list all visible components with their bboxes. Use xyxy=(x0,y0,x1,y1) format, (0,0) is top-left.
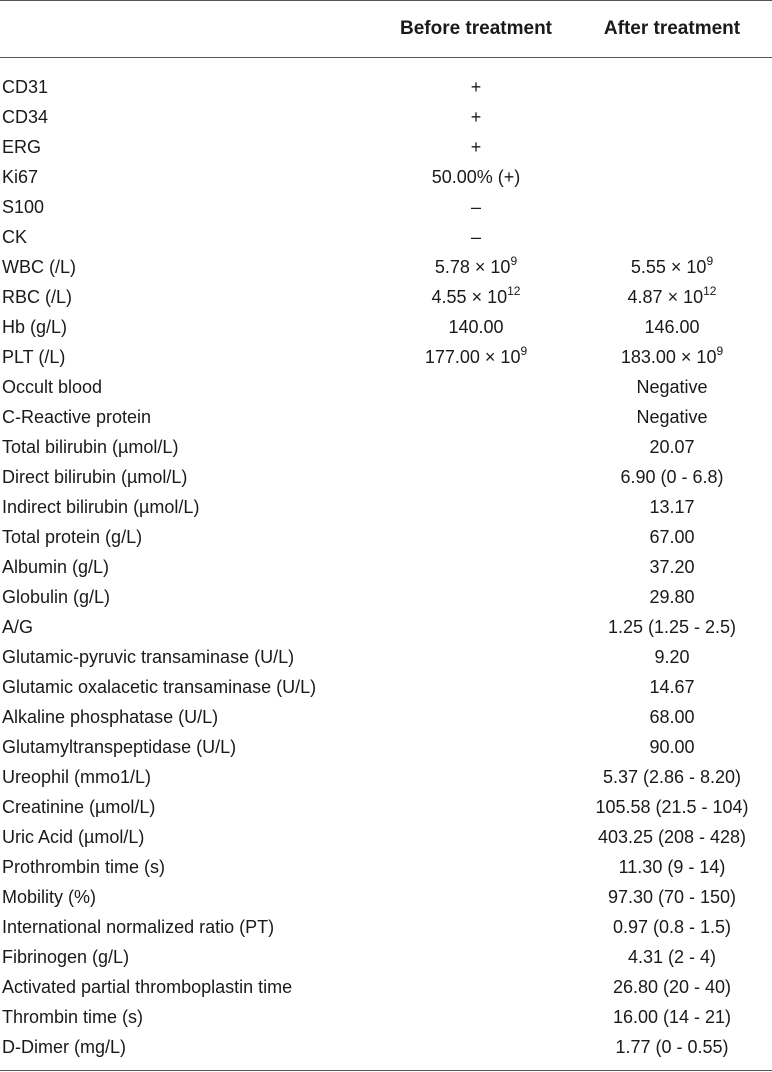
row-label: Thrombin time (s) xyxy=(2,1007,144,1027)
row-label: Ki67 xyxy=(2,167,39,187)
before-treatment-value xyxy=(380,762,572,792)
row-label: International normalized ratio (PT) xyxy=(2,917,275,937)
before-treatment-value xyxy=(380,1002,572,1032)
after-treatment-value xyxy=(572,162,772,192)
table-row xyxy=(0,762,772,792)
bottom-rule xyxy=(0,1070,772,1071)
before-treatment-value xyxy=(380,732,572,762)
after-treatment-value: 9.20 xyxy=(654,647,690,667)
after-treatment-value: 16.00 (14 - 21) xyxy=(612,1007,732,1027)
table-row xyxy=(0,222,772,252)
row-label: Fibrinogen (g/L) xyxy=(2,947,130,967)
after-treatment-value: 1.77 (0 - 0.55) xyxy=(615,1037,729,1057)
before-treatment-value: + xyxy=(470,77,482,97)
header-before-treatment: Before treatment xyxy=(399,18,553,39)
table-row xyxy=(0,732,772,762)
value-base: 5.55 × 10 xyxy=(630,257,707,277)
table-row xyxy=(0,972,772,1002)
before-treatment-value xyxy=(380,522,572,552)
after-treatment-value xyxy=(572,252,772,282)
row-label: Alkaline phosphatase (U/L) xyxy=(2,707,219,727)
after-treatment-value: 14.67 xyxy=(649,677,695,697)
row-label: Uric Acid (µmol/L) xyxy=(2,827,145,847)
row-label: A/G xyxy=(2,617,34,637)
after-treatment-value: 37.20 xyxy=(649,557,695,577)
row-label: Hb (g/L) xyxy=(2,317,68,337)
row-label: WBC (/L) xyxy=(2,257,76,277)
value-base: 4.87 × 10 xyxy=(627,287,704,307)
row-label: Activated partial thromboplastin time xyxy=(2,977,293,997)
after-treatment-value: 146.00 xyxy=(644,317,700,337)
before-treatment-value xyxy=(380,1032,572,1062)
after-treatment-value: 68.00 xyxy=(649,707,695,727)
table-row xyxy=(0,822,772,852)
row-label: Indirect bilirubin (µmol/L) xyxy=(2,497,200,517)
before-treatment-value xyxy=(380,402,572,432)
table-row xyxy=(0,462,772,492)
table-row xyxy=(0,102,772,132)
row-label: Ureophil (mmo1/L) xyxy=(2,767,152,787)
row-label: Globulin (g/L) xyxy=(2,587,111,607)
row-label: PLT (/L) xyxy=(2,347,66,367)
before-treatment-value xyxy=(380,432,572,462)
header-label-column xyxy=(0,0,380,58)
after-treatment-value xyxy=(572,132,772,162)
row-label: Mobility (%) xyxy=(2,887,97,907)
after-treatment-value: 97.30 (70 - 150) xyxy=(607,887,737,907)
after-treatment-value: 5.37 (2.86 - 8.20) xyxy=(602,767,742,787)
table-row xyxy=(0,252,772,282)
before-treatment-value xyxy=(380,612,572,642)
before-treatment-value xyxy=(380,342,572,372)
after-treatment-value: Negative xyxy=(636,407,708,427)
value-exponent: 9 xyxy=(716,344,724,358)
row-label: S100 xyxy=(2,197,45,217)
table-row xyxy=(0,312,772,342)
before-treatment-value xyxy=(380,942,572,972)
after-treatment-value: Negative xyxy=(636,377,708,397)
value-base: 4.55 × 10 xyxy=(431,287,508,307)
before-treatment-value xyxy=(380,642,572,672)
value-base: 177.00 × 10 xyxy=(424,347,521,367)
before-treatment-value xyxy=(380,672,572,702)
after-treatment-value: 403.25 (208 - 428) xyxy=(597,827,747,847)
after-treatment-value xyxy=(572,222,772,252)
before-treatment-value xyxy=(380,282,572,312)
after-treatment-value xyxy=(572,102,772,132)
table-row xyxy=(0,702,772,732)
row-label: Occult blood xyxy=(2,377,103,397)
row-label: Glutamic-pyruvic transaminase (U/L) xyxy=(2,647,295,667)
table-row xyxy=(0,372,772,402)
after-treatment-value: 26.80 (20 - 40) xyxy=(612,977,732,997)
before-treatment-value xyxy=(380,552,572,582)
value-exponent: 9 xyxy=(510,254,518,268)
value-exponent: 12 xyxy=(507,284,521,298)
before-treatment-value xyxy=(380,462,572,492)
value-exponent: 12 xyxy=(703,284,717,298)
after-treatment-value xyxy=(572,282,772,312)
table-row xyxy=(0,942,772,972)
table-row xyxy=(0,492,772,522)
after-treatment-value: 1.25 (1.25 - 2.5) xyxy=(607,617,737,637)
table-row xyxy=(0,192,772,222)
row-label: CD31 xyxy=(2,77,49,97)
row-label: CD34 xyxy=(2,107,49,127)
table-header-row xyxy=(0,0,772,58)
before-treatment-value xyxy=(380,252,572,282)
before-treatment-value: – xyxy=(470,227,481,247)
before-treatment-value: + xyxy=(470,107,482,127)
table-row xyxy=(0,672,772,702)
before-treatment-value xyxy=(380,822,572,852)
value-exponent: 9 xyxy=(520,344,528,358)
before-treatment-value xyxy=(380,882,572,912)
table-row xyxy=(0,1032,772,1062)
row-label: Direct bilirubin (µmol/L) xyxy=(2,467,188,487)
after-treatment-value xyxy=(572,58,772,102)
value-base: 183.00 × 10 xyxy=(620,347,717,367)
table-row xyxy=(0,582,772,612)
after-treatment-value: 20.07 xyxy=(649,437,695,457)
table-row xyxy=(0,58,772,102)
table-body xyxy=(0,58,772,1062)
after-treatment-value xyxy=(572,192,772,222)
table-row xyxy=(0,432,772,462)
after-treatment-value: 90.00 xyxy=(649,737,695,757)
table-row xyxy=(0,132,772,162)
table-row xyxy=(0,342,772,372)
after-treatment-value: 105.58 (21.5 - 104) xyxy=(595,797,749,817)
row-label: Total protein (g/L) xyxy=(2,527,143,547)
table-row xyxy=(0,552,772,582)
after-treatment-value xyxy=(572,342,772,372)
row-label: Prothrombin time (s) xyxy=(2,857,166,877)
before-treatment-value xyxy=(380,702,572,732)
before-treatment-value xyxy=(380,852,572,882)
after-treatment-value: 11.30 (9 - 14) xyxy=(618,857,726,877)
table-row xyxy=(0,882,772,912)
before-treatment-value: 140.00 xyxy=(448,317,504,337)
before-treatment-value: 50.00% (+) xyxy=(431,167,521,187)
row-label: Glutamyltranspeptidase (U/L) xyxy=(2,737,237,757)
header-after-treatment: After treatment xyxy=(603,18,741,39)
before-treatment-value xyxy=(380,372,572,402)
value-exponent: 9 xyxy=(706,254,714,268)
after-treatment-value: 29.80 xyxy=(649,587,695,607)
row-label: Glutamic oxalacetic transaminase (U/L) xyxy=(2,677,317,697)
table-row xyxy=(0,912,772,942)
table-row xyxy=(0,792,772,822)
before-treatment-value xyxy=(380,912,572,942)
after-treatment-value: 4.31 (2 - 4) xyxy=(627,947,717,967)
table-row xyxy=(0,402,772,432)
after-treatment-value: 13.17 xyxy=(649,497,695,517)
before-treatment-value: + xyxy=(470,137,482,157)
row-label: Creatinine (µmol/L) xyxy=(2,797,156,817)
before-treatment-value xyxy=(380,492,572,522)
row-label: Total bilirubin (µmol/L) xyxy=(2,437,179,457)
after-treatment-value: 0.97 (0.8 - 1.5) xyxy=(612,917,732,937)
row-label: ERG xyxy=(2,137,42,157)
value-base: 5.78 × 10 xyxy=(434,257,511,277)
row-label: CK xyxy=(2,227,28,247)
row-label: C-Reactive protein xyxy=(2,407,152,427)
before-treatment-value xyxy=(380,972,572,1002)
before-treatment-value xyxy=(380,582,572,612)
after-treatment-value: 67.00 xyxy=(649,527,695,547)
row-label: RBC (/L) xyxy=(2,287,73,307)
before-treatment-value: – xyxy=(470,197,481,217)
row-label: D-Dimer (mg/L) xyxy=(2,1037,126,1057)
table-row xyxy=(0,1002,772,1032)
table-row xyxy=(0,852,772,882)
table-row xyxy=(0,642,772,672)
before-treatment-value xyxy=(380,792,572,822)
after-treatment-value: 6.90 (0 - 6.8) xyxy=(620,467,724,487)
row-label: Albumin (g/L) xyxy=(2,557,110,577)
table-row xyxy=(0,162,772,192)
table-row xyxy=(0,612,772,642)
table-row xyxy=(0,522,772,552)
table-row xyxy=(0,282,772,312)
